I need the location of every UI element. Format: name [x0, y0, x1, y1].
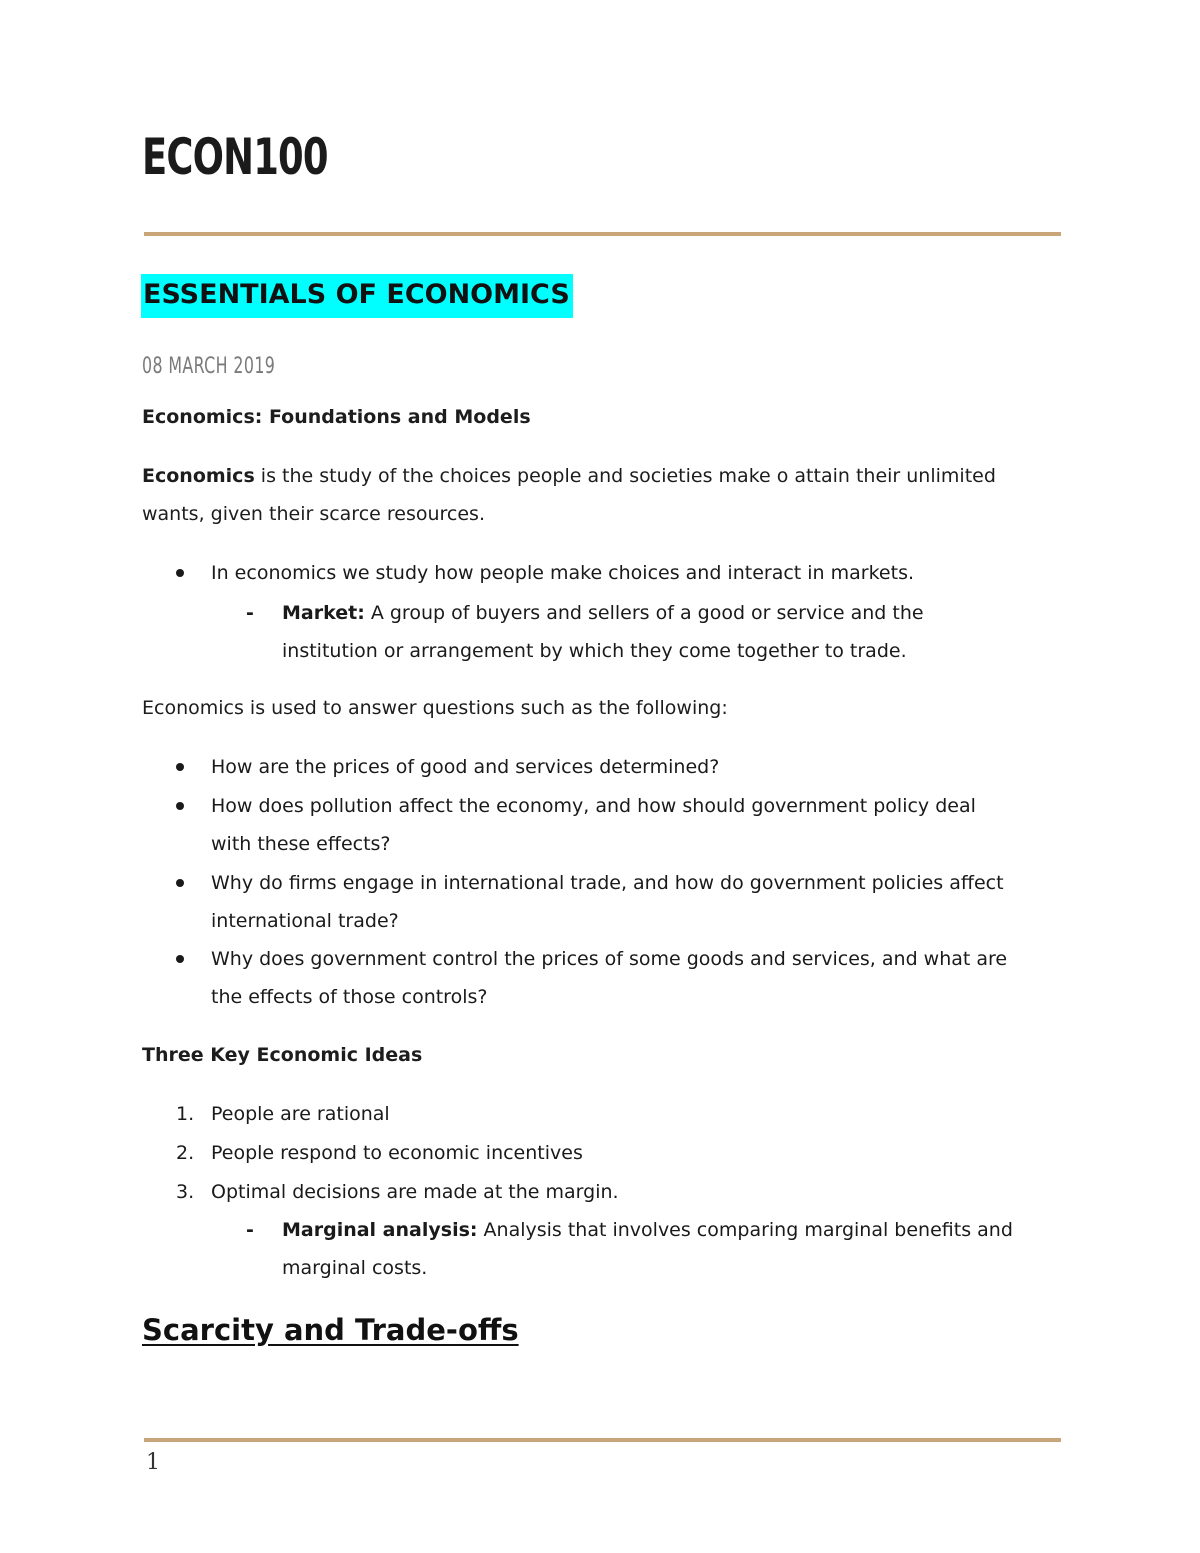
subheading-foundations: Economics: Foundations and Models	[142, 406, 531, 428]
definition-term: Economics	[142, 465, 255, 487]
list-item-text	[211, 748, 1061, 786]
market-definition-text	[282, 594, 1052, 670]
list-item-line: How does pollution affect the economy, and how should government policy deal	[211, 795, 976, 817]
dash-marker: -	[246, 602, 254, 624]
item-number: 3.	[176, 1181, 195, 1203]
list-item-text	[211, 864, 1061, 940]
date-label: 08 MARCH 2019	[142, 354, 276, 379]
bullet-icon	[176, 802, 184, 810]
market-term: Market:	[282, 602, 365, 624]
list-item-line: international trade?	[211, 910, 399, 932]
list-item-line: Why do firms engage in international trade, and how do government policies affect	[211, 872, 1004, 894]
key-ideas-heading: Three Key Economic Ideas	[142, 1044, 423, 1066]
header-divider	[144, 232, 1061, 236]
bullet-icon	[176, 763, 184, 771]
list-item-text	[211, 940, 1061, 1016]
list-item-line: Why does government control the prices of some goods and services, and what are	[211, 948, 1008, 970]
document-title: ECON100	[142, 128, 328, 186]
list-item-text	[211, 787, 1061, 863]
list-item-text: In economics we study how people make choices and interact in markets.	[211, 562, 915, 584]
definition-paragraph	[142, 457, 1062, 533]
marginal-term: Marginal analysis:	[282, 1219, 478, 1241]
dash-marker: -	[246, 1219, 254, 1241]
definition-line-1	[142, 457, 1062, 495]
market-text-line-1: A group of buyers and sellers of a good or service and the	[364, 602, 924, 624]
bullet-icon	[176, 955, 184, 963]
page-number: 1	[146, 1450, 160, 1475]
section-heading: ESSENTIALS OF ECONOMICS	[141, 274, 573, 318]
scarcity-heading: Scarcity and Trade-offs	[142, 1313, 519, 1347]
list-item-line: with these effects?	[211, 833, 391, 855]
bullet-icon	[176, 879, 184, 887]
marginal-definition-text	[282, 1211, 1052, 1287]
bullet-icon	[176, 569, 184, 577]
questions-intro: Economics is used to answer questions such as the following:	[142, 697, 728, 719]
item-text: People respond to economic incentives	[211, 1142, 583, 1164]
item-number: 1.	[176, 1103, 195, 1125]
marginal-text-line-2: marginal costs.	[282, 1257, 428, 1279]
definition-text: is the study of the choices people and societies make o attain their unlimited	[254, 465, 996, 487]
item-text: People are rational	[211, 1103, 390, 1125]
list-item-line: How are the prices of good and services determined?	[211, 756, 720, 778]
marginal-text-line-1: Analysis that involves comparing marginal benefits and	[477, 1219, 1013, 1241]
footer-divider	[144, 1438, 1061, 1442]
market-text-line-2: institution or arrangement by which they come together to trade.	[282, 640, 907, 662]
definition-line-2: wants, given their scarce resources.	[142, 503, 485, 525]
item-text: Optimal decisions are made at the margin.	[211, 1181, 619, 1203]
list-item-line: the effects of those controls?	[211, 986, 488, 1008]
item-number: 2.	[176, 1142, 195, 1164]
